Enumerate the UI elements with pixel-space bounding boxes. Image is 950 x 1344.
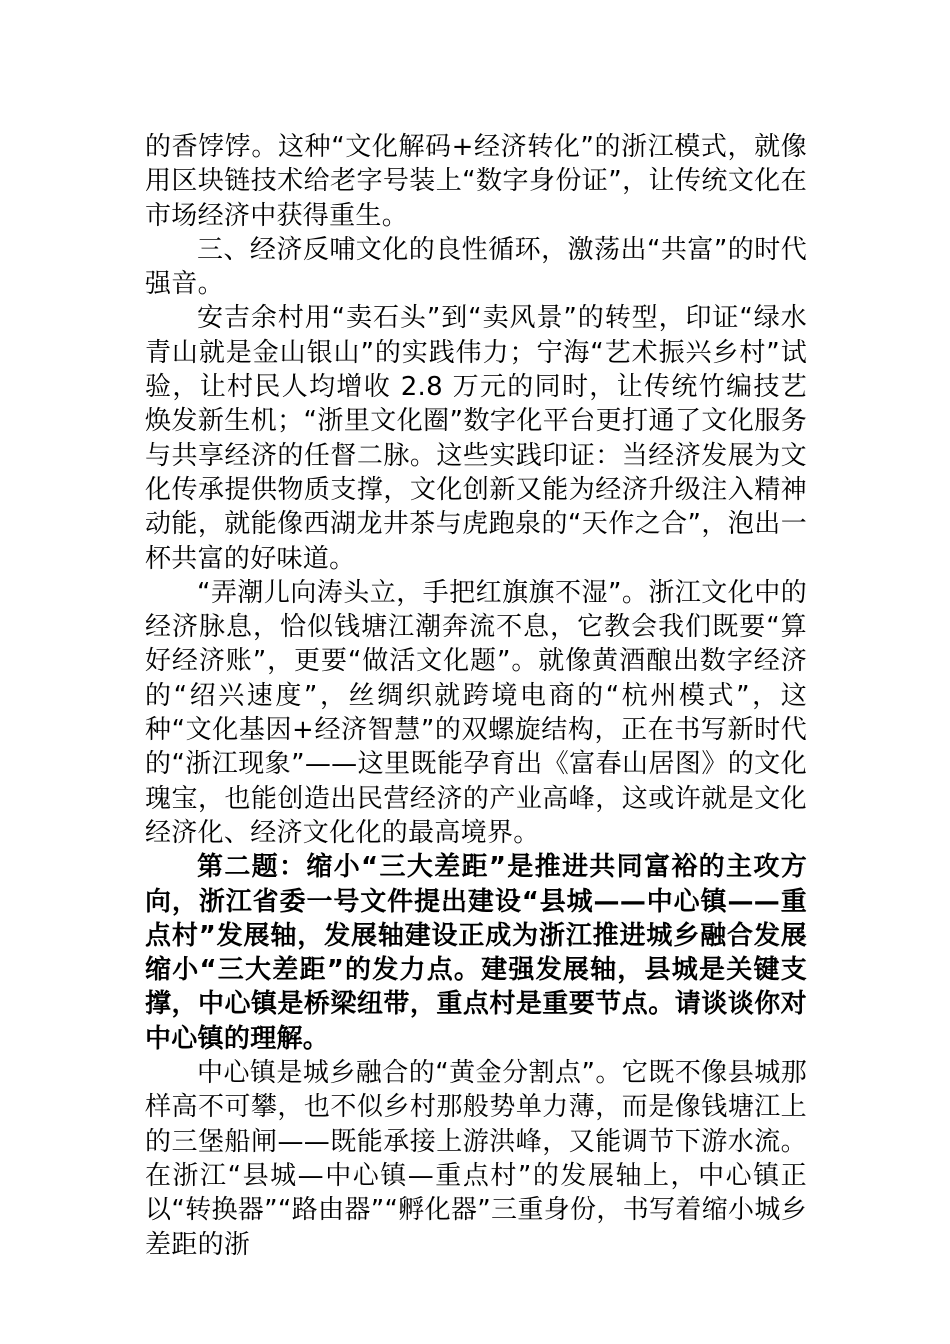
paragraph-continuation: 的香饽饽。这种“文化解码+经济转化”的浙江模式，就像用区块链技术给老字号装上“数字身份证”，让传统文化在市场经济中获得重生。 xyxy=(145,132,807,231)
document-body xyxy=(145,130,807,1262)
question-two-prompt: 第二题：缩小“三大差距”是推进共同富裕的主攻方向，浙江省委一号文件提出建设“县城——中心镇——重点村”发展轴，发展轴建设正成为浙江推进城乡融合发展缩小“三大差距”的发力点。建强发展轴，县城是关键支撑，中心镇是桥梁纽带，重点村是重要节点。请谈谈你对中心镇的理解。 xyxy=(145,852,807,1054)
paragraph-conclusion: “弄潮儿向涛头立，手把红旗旗不湿”。浙江文化中的经济脉息，恰似钱塘江潮奔流不息，它教会我们既要“算好经济账”，更要“做活文化题”。就像黄酒酿出数字经济的“绍兴速度”，丝绸织就跨境电商的“杭州模式”，这种“文化基因+经济智慧”的双螺旋结构，正在书写新时代的“浙江现象”——这里既能孕育出《富春山居图》的文化瑰宝，也能创造出民营经济的产业高峰，这或许就是文化经济化、经济文化化的最高境界。 xyxy=(145,577,807,848)
paragraph-anji-example: 安吉余村用“卖石头”到“卖风景”的转型，印证“绿水青山就是金山银山”的实践伟力；宁海“艺术振兴乡村”试验，让村民人均增收 2.8 万元的同时，让传统竹编技艺焕发新生机；“浙里文化圈”数字化平台更打通了文化服务与共享经济的任督二脉。这些实践印证：当经济发展为文化传承提供物质支撑，文化创新又能为经济升级注入精神动能，就能像西湖龙井茶与虎跑泉的“天作之合”，泡出一杯共富的好味道。 xyxy=(145,303,807,574)
paragraph-central-town-answer: 中心镇是城乡融合的“黄金分割点”。它既不像县城那样高不可攀，也不似乡村那般势单力薄，而是像钱塘江上的三堡船闸——既能承接上游洪峰，又能调节下游水流。在浙江“县城—中心镇—重点村”的发展轴上，中心镇正以“转换器”“路由器”“孵化器”三重身份，书写着缩小城乡差距的浙 xyxy=(145,1058,807,1260)
paragraph-section-heading: 三、经济反哺文化的良性循环，激荡出“共富”的时代强音。 xyxy=(145,234,807,300)
